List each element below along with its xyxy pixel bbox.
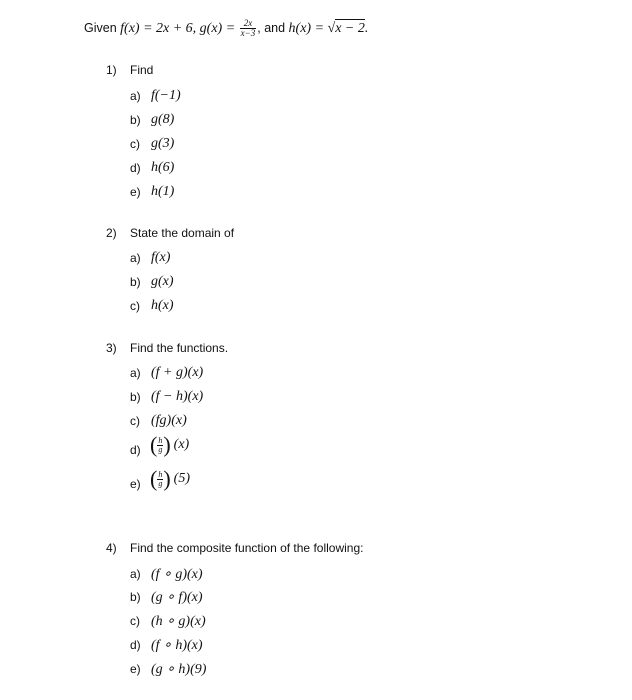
q4-item-e-label: e) xyxy=(130,662,141,676)
header-period: . xyxy=(364,21,369,36)
q4-item-c-label: c) xyxy=(130,614,140,628)
q4-item-a-expr: (f ∘ g)(x) xyxy=(151,567,203,582)
f-g-definition: f(x) = 2x + 6, g(x) = xyxy=(120,21,239,36)
q1-item-a-expr: f(−1) xyxy=(151,88,181,103)
question-1-number: 1) xyxy=(106,63,117,77)
q4-item-d-label: d) xyxy=(130,638,141,652)
function-argument: (5) xyxy=(173,471,190,486)
g-fraction-numerator: 2x xyxy=(240,19,257,29)
q4-item-c-expr: (h ∘ g)(x) xyxy=(151,614,206,629)
q1-item-c-label: c) xyxy=(130,137,140,151)
q2-item-b-expr: g(x) xyxy=(151,274,174,289)
fraction-denominator: g xyxy=(158,478,163,488)
and-label: and xyxy=(260,21,289,35)
q1-item-b-label: b) xyxy=(130,113,141,127)
q3-item-c-label: c) xyxy=(130,414,140,428)
q1-item-d-expr: h(6) xyxy=(151,160,175,175)
q4-item-b-expr: (g ∘ f)(x) xyxy=(151,590,203,605)
g-fraction-denominator: x−3 xyxy=(240,28,256,39)
q3-item-b-label: b) xyxy=(130,390,141,404)
left-paren: ( xyxy=(150,432,158,457)
q2-item-a-label: a) xyxy=(130,251,141,265)
q3-item-c-expr: (fg)(x) xyxy=(151,413,187,428)
q3-item-e-expr xyxy=(150,468,190,490)
left-paren: ( xyxy=(150,466,158,491)
question-3-text: Find the functions. xyxy=(130,341,229,355)
question-4-text: Find the composite function of the following: xyxy=(130,541,364,555)
q4-item-e-expr: (g ∘ h)(9) xyxy=(151,662,207,677)
given-label: Given xyxy=(84,21,117,35)
q3-item-b-expr: (f − h)(x) xyxy=(151,389,204,404)
q3-item-e-label: e) xyxy=(130,477,141,491)
right-paren: ) xyxy=(163,432,171,457)
q1-item-d-label: d) xyxy=(130,161,141,175)
q1-item-e-expr: h(1) xyxy=(151,184,175,199)
h-definition-prefix: h(x) = √ xyxy=(288,21,336,36)
fraction-numerator: h xyxy=(158,469,163,479)
fraction-denominator: g xyxy=(158,444,163,454)
question-4-number: 4) xyxy=(106,541,117,555)
fraction-numerator: h xyxy=(158,435,163,445)
q3-item-d-label: d) xyxy=(130,443,141,457)
h-radicand: x − 2 xyxy=(335,21,365,36)
q4-item-a-label: a) xyxy=(130,567,141,581)
question-1-text: Find xyxy=(130,63,154,77)
q4-item-d-expr: (f ∘ h)(x) xyxy=(151,638,203,653)
question-2-number: 2) xyxy=(106,226,117,240)
q4-item-b-label: b) xyxy=(130,590,141,604)
q2-item-b-label: b) xyxy=(130,275,141,289)
q2-item-c-label: c) xyxy=(130,299,140,313)
q3-item-d-expr xyxy=(150,434,189,456)
q1-item-a-label: a) xyxy=(130,89,141,103)
q1-item-c-expr: g(3) xyxy=(151,136,175,151)
function-argument: (x) xyxy=(173,437,190,452)
q1-item-e-label: e) xyxy=(130,185,141,199)
q2-item-c-expr: h(x) xyxy=(151,298,174,313)
g-fraction xyxy=(240,19,257,38)
header-comma: , xyxy=(257,21,261,35)
problem-header xyxy=(84,16,368,41)
right-paren: ) xyxy=(163,466,171,491)
q3-item-a-label: a) xyxy=(130,366,141,380)
question-3-number: 3) xyxy=(106,341,117,355)
q3-item-a-expr: (f + g)(x) xyxy=(151,365,204,380)
question-2-text: State the domain of xyxy=(130,226,235,240)
q2-item-a-expr: f(x) xyxy=(151,250,171,265)
q1-item-b-expr: g(8) xyxy=(151,112,175,127)
